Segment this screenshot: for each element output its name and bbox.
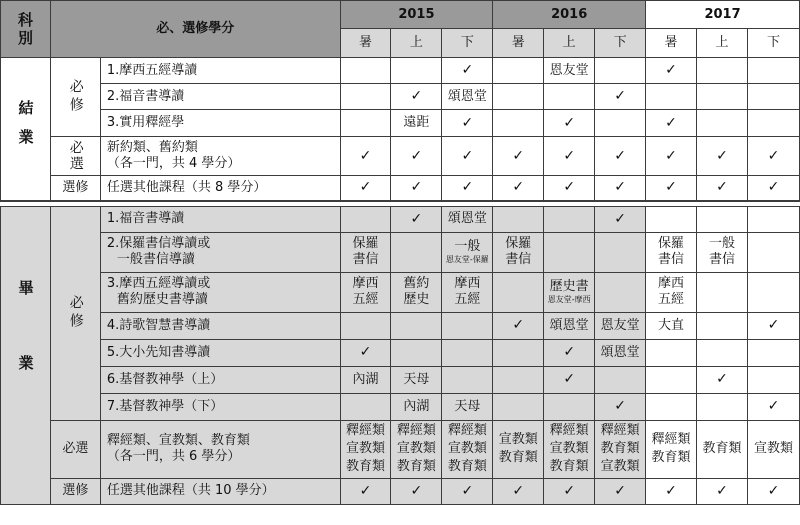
- optional-label: 選修: [50, 176, 100, 201]
- check-mark: ✓: [767, 482, 780, 499]
- cell-text: 恩友堂: [549, 62, 589, 78]
- year-header-2016: 2016: [493, 1, 646, 29]
- cell-text: 宣教類: [345, 441, 385, 456]
- schedule-cell: [696, 137, 747, 176]
- course-name-line2: 舊約歷史書導讀: [116, 292, 208, 307]
- schedule-cell: [646, 176, 697, 201]
- term-header: 下: [747, 29, 799, 58]
- course-name-line1: 2.保羅書信導讀或: [106, 236, 211, 252]
- schedule-cell: [544, 206, 595, 232]
- cell-text: 教育類: [651, 450, 691, 465]
- schedule-cell: [747, 478, 799, 504]
- category-label-bottom: 別: [17, 29, 33, 47]
- elective-required-label: [50, 137, 100, 176]
- schedule-cell: [391, 366, 442, 393]
- cell-text: 教育類: [549, 459, 589, 474]
- schedule-cell: [340, 232, 391, 272]
- term-header: 暑: [646, 29, 697, 58]
- course-name: [100, 206, 340, 232]
- cell-text: 釋經類: [600, 423, 640, 438]
- schedule-cell: [493, 110, 544, 137]
- optional-row: [1, 176, 800, 201]
- course-row: [1, 312, 800, 339]
- schedule-cell: [646, 393, 697, 420]
- check-mark: ✓: [767, 317, 780, 334]
- schedule-cell: [391, 339, 442, 366]
- schedule-cell: [544, 58, 595, 84]
- schedule-cell: [696, 366, 747, 393]
- course-row: [1, 84, 800, 110]
- schedule-cell: [544, 110, 595, 137]
- course-name-line1: 4.詩歌智慧書導讀: [106, 317, 211, 333]
- schedule-cell: [696, 272, 747, 312]
- schedule-cell: [747, 312, 799, 339]
- schedule-cell: [544, 312, 595, 339]
- check-mark: ✓: [614, 179, 626, 196]
- check-mark: ✓: [614, 210, 626, 227]
- check-mark: ✓: [410, 147, 423, 164]
- cell-text: 教育類: [702, 441, 742, 456]
- cell-text: 五經: [352, 292, 379, 307]
- elective-description: [100, 420, 340, 478]
- elective-line2: （各一門，共 6 學分）: [106, 449, 241, 464]
- schedule-cell: [595, 478, 646, 504]
- schedule-cell: [747, 272, 799, 312]
- schedule-cell: [595, 272, 646, 312]
- schedule-cell: [493, 232, 544, 272]
- check-mark: ✓: [614, 147, 626, 164]
- schedule-cell: [747, 366, 799, 393]
- schedule-cell: [696, 110, 747, 137]
- schedule-cell: [595, 206, 646, 232]
- group-label-completion: [1, 58, 51, 201]
- schedule-cell: [646, 312, 697, 339]
- schedule-cell: [595, 393, 646, 420]
- required-label-text: 必修: [67, 295, 84, 331]
- check-mark: ✓: [461, 482, 474, 499]
- schedule-cell: [646, 272, 697, 312]
- cell-text: 摩西: [352, 276, 379, 292]
- schedule-cell: [493, 272, 544, 312]
- check-mark: ✓: [461, 147, 474, 164]
- schedule-cell: [442, 272, 493, 312]
- schedule-cell: [442, 137, 493, 176]
- elective-required-label: 必選: [50, 420, 100, 478]
- schedule-cell: [696, 206, 747, 232]
- schedule-cell: [391, 176, 442, 201]
- check-mark: ✓: [767, 179, 780, 196]
- course-name-line1: 6.基督教神學（上）: [106, 371, 224, 387]
- schedule-cell: [544, 176, 595, 201]
- optional-description: 任選其他課程（共 10 學分）: [100, 478, 340, 504]
- check-mark: ✓: [716, 482, 728, 499]
- schedule-cell: [493, 339, 544, 366]
- schedule-cell: [493, 58, 544, 84]
- check-mark: ✓: [665, 62, 677, 79]
- cell-text: 宣教類: [498, 432, 538, 447]
- cell-text: 釋經類: [651, 432, 691, 447]
- schedule-cell: [442, 478, 493, 504]
- schedule-cell: [391, 84, 442, 110]
- optional-row: [1, 478, 800, 504]
- elective-row: [1, 420, 800, 478]
- cell-text: 內湖: [403, 398, 430, 414]
- schedule-cell: [544, 366, 595, 393]
- cell-text: 教育類: [396, 459, 436, 474]
- schedule-cell: [391, 206, 442, 232]
- cell-text: 保羅: [658, 236, 685, 252]
- schedule-cell: [747, 393, 799, 420]
- cell-text: 遠距: [403, 115, 430, 131]
- check-mark: ✓: [563, 482, 576, 499]
- group-label-text: 結業: [16, 99, 35, 158]
- schedule-cell: [340, 393, 391, 420]
- check-mark: ✓: [410, 179, 423, 196]
- schedule-cell: [493, 84, 544, 110]
- cell-text: 宣教類: [396, 441, 436, 456]
- course-name: [100, 312, 340, 339]
- schedule-cell: [544, 137, 595, 176]
- cell-text: 五經: [454, 292, 481, 307]
- schedule-cell: [747, 420, 799, 478]
- schedule-cell: [595, 420, 646, 478]
- schedule-cell: [544, 84, 595, 110]
- schedule-cell: [340, 366, 391, 393]
- check-mark: ✓: [410, 482, 423, 499]
- cell-text: 天母: [454, 398, 481, 414]
- schedule-cell: [646, 420, 697, 478]
- schedule-cell: [493, 176, 544, 201]
- required-label: [50, 58, 100, 137]
- check-mark: ✓: [563, 114, 576, 131]
- elective-description: [100, 137, 340, 176]
- course-name: [100, 232, 340, 272]
- schedule-cell: [747, 339, 799, 366]
- check-mark: ✓: [716, 179, 728, 196]
- course-row: [1, 272, 800, 312]
- schedule-cell: [696, 84, 747, 110]
- course-name: [100, 366, 340, 393]
- schedule-cell: [391, 110, 442, 137]
- schedule-cell: [696, 393, 747, 420]
- schedule-cell: [696, 312, 747, 339]
- cell-text: 恩友堂-保羅: [445, 255, 489, 264]
- schedule-cell: [391, 272, 442, 312]
- schedule-cell: [340, 84, 391, 110]
- check-mark: ✓: [665, 482, 677, 499]
- course-row: [1, 110, 800, 137]
- cell-text: 書信: [505, 252, 532, 267]
- check-mark: ✓: [767, 398, 780, 415]
- schedule-cell: [696, 176, 747, 201]
- check-mark: ✓: [563, 371, 576, 388]
- course-row: [1, 232, 800, 272]
- schedule-cell: [595, 232, 646, 272]
- term-header: 暑: [493, 29, 544, 58]
- cell-text: 大直: [658, 317, 685, 333]
- schedule-cell: [544, 232, 595, 272]
- term-header: 上: [391, 29, 442, 58]
- term-header: 上: [544, 29, 595, 58]
- check-mark: ✓: [563, 147, 576, 164]
- check-mark: ✓: [461, 179, 474, 196]
- schedule-cell: [340, 478, 391, 504]
- check-mark: ✓: [359, 482, 372, 499]
- group-label-text: 畢業: [16, 280, 35, 430]
- course-row: [1, 393, 800, 420]
- check-mark: ✓: [665, 114, 677, 131]
- schedule-cell: [391, 420, 442, 478]
- elective-line1: 釋經類、宣教類、教育類: [106, 433, 250, 449]
- schedule-cell: [442, 176, 493, 201]
- schedule-cell: [544, 478, 595, 504]
- schedule-cell: [696, 339, 747, 366]
- schedule-cell: [747, 110, 799, 137]
- cell-text: 釋經類: [345, 423, 385, 438]
- schedule-cell: [340, 206, 391, 232]
- schedule-cell: [442, 110, 493, 137]
- schedule-cell: [544, 420, 595, 478]
- year-header-2017: 2017: [646, 1, 800, 29]
- cell-text: 釋經類: [549, 423, 589, 438]
- schedule-cell: [340, 420, 391, 478]
- schedule-cell: [391, 232, 442, 272]
- cell-text: 書信: [352, 252, 379, 267]
- schedule-cell: [747, 176, 799, 201]
- cell-text: 頌恩堂: [447, 88, 487, 104]
- schedule-cell: [696, 232, 747, 272]
- check-mark: ✓: [512, 147, 525, 164]
- course-name: [100, 272, 340, 312]
- cell-text: 保羅: [505, 236, 532, 252]
- check-mark: ✓: [512, 482, 525, 499]
- cell-text: 宣教類: [753, 441, 793, 456]
- check-mark: ✓: [665, 147, 677, 164]
- cell-text: 書信: [708, 252, 735, 267]
- schedule-cell: [442, 312, 493, 339]
- schedule-cell: [340, 176, 391, 201]
- course-name: [100, 339, 340, 366]
- check-mark: ✓: [410, 210, 423, 227]
- term-header: 下: [595, 29, 646, 58]
- check-mark: ✓: [359, 179, 372, 196]
- schedule-cell: [696, 420, 747, 478]
- cell-text: 教育類: [498, 450, 538, 465]
- cell-text: 摩西: [454, 276, 481, 292]
- term-header: 下: [442, 29, 493, 58]
- schedule-cell: [646, 58, 697, 84]
- elective-required-text: 必選: [67, 140, 84, 172]
- cell-text: 摩西: [658, 276, 685, 292]
- schedule-cell: [544, 272, 595, 312]
- schedule-cell: [595, 366, 646, 393]
- course-name: 2.福音書導讀: [100, 84, 340, 110]
- schedule-cell: [544, 393, 595, 420]
- schedule-cell: [646, 137, 697, 176]
- cell-text: 宣教類: [447, 441, 487, 456]
- schedule-cell: [595, 110, 646, 137]
- optional-label: 選修: [50, 478, 100, 504]
- schedule-cell: [340, 137, 391, 176]
- schedule-cell: [442, 420, 493, 478]
- term-header: 暑: [340, 29, 391, 58]
- check-mark: ✓: [461, 62, 474, 79]
- cell-text: 一般: [708, 236, 735, 252]
- schedule-cell: [493, 420, 544, 478]
- schedule-cell: [747, 137, 799, 176]
- schedule-cell: [493, 393, 544, 420]
- schedule-cell: [391, 312, 442, 339]
- cell-text: 頌恩堂: [600, 344, 640, 360]
- schedule-cell: [493, 312, 544, 339]
- required-label: [50, 206, 100, 420]
- schedule-cell: [544, 339, 595, 366]
- cell-text: 書信: [658, 252, 685, 267]
- schedule-cell: [646, 206, 697, 232]
- course-name-line2: 一般書信導讀: [116, 252, 195, 267]
- check-mark: ✓: [563, 344, 576, 361]
- check-mark: ✓: [512, 317, 525, 334]
- course-name-line1: 3.摩西五經導讀或: [106, 276, 211, 292]
- schedule-cell: [646, 478, 697, 504]
- cell-text: 宣教類: [600, 459, 640, 474]
- schedule-cell: [442, 393, 493, 420]
- schedule-cell: [391, 137, 442, 176]
- elective-line2: （各一門，共 4 學分）: [106, 156, 241, 171]
- elective-line1: 新約類、舊約類: [106, 140, 198, 156]
- cell-text: 教育類: [600, 441, 640, 456]
- course-name-line1: 5.大小先知書導讀: [106, 344, 211, 360]
- schedule-cell: [442, 84, 493, 110]
- schedule-cell: [595, 312, 646, 339]
- credits-header: 必、選修學分: [50, 1, 340, 58]
- cell-text: 釋經類: [396, 423, 436, 438]
- group-label-graduation: [1, 206, 51, 504]
- schedule-cell: [391, 58, 442, 84]
- course-name: 3.實用釋經學: [100, 110, 340, 137]
- course-name-line1: 7.基督教神學（下）: [106, 398, 224, 414]
- course-name: 1.摩西五經導讀: [100, 58, 340, 84]
- schedule-cell: [340, 58, 391, 84]
- course-row: [1, 339, 800, 366]
- check-mark: ✓: [359, 344, 372, 361]
- check-mark: ✓: [614, 88, 626, 105]
- course-row: [1, 58, 800, 84]
- cell-text: 宣教類: [549, 441, 589, 456]
- course-name-line1: 1.福音書導讀: [106, 211, 185, 227]
- cell-text: 舊約: [403, 276, 430, 292]
- schedule-cell: [696, 478, 747, 504]
- schedule-cell: [442, 366, 493, 393]
- cell-text: 保羅: [352, 236, 379, 252]
- schedule-cell: [646, 232, 697, 272]
- schedule-cell: [442, 339, 493, 366]
- check-mark: ✓: [716, 371, 728, 388]
- schedule-cell: [493, 206, 544, 232]
- check-mark: ✓: [359, 147, 372, 164]
- required-label-text: 必修: [67, 79, 84, 115]
- category-header: [1, 1, 51, 58]
- cell-text: 教育類: [447, 459, 487, 474]
- schedule-cell: [595, 84, 646, 110]
- schedule-cell: [340, 312, 391, 339]
- check-mark: ✓: [614, 482, 626, 499]
- schedule-cell: [442, 232, 493, 272]
- schedule-cell: [493, 366, 544, 393]
- check-mark: ✓: [665, 179, 677, 196]
- cell-text: 頌恩堂: [447, 211, 487, 227]
- check-mark: ✓: [410, 88, 423, 105]
- cell-text: 頌恩堂: [549, 317, 589, 333]
- course-row: [1, 366, 800, 393]
- schedule-cell: [595, 339, 646, 366]
- elective-row: [1, 137, 800, 176]
- schedule-cell: [340, 110, 391, 137]
- cell-text: 歷史書: [549, 279, 589, 295]
- cell-text: 恩友堂-摩西: [547, 295, 591, 304]
- category-label-top: 科: [17, 11, 33, 29]
- course-name: [100, 393, 340, 420]
- schedule-cell: [747, 84, 799, 110]
- cell-text: 歷史: [403, 292, 430, 307]
- schedule-cell: [646, 366, 697, 393]
- check-mark: ✓: [767, 147, 780, 164]
- cell-text: 教育類: [345, 459, 385, 474]
- check-mark: ✓: [512, 179, 525, 196]
- cell-text: 釋經類: [447, 423, 487, 438]
- cell-text: 天母: [403, 371, 430, 387]
- schedule-cell: [442, 58, 493, 84]
- term-header: 上: [696, 29, 747, 58]
- check-mark: ✓: [461, 114, 474, 131]
- schedule-cell: [696, 58, 747, 84]
- cell-text: 一般: [454, 239, 481, 255]
- schedule-cell: [595, 176, 646, 201]
- cell-text: 恩友堂: [600, 317, 640, 333]
- check-mark: ✓: [614, 398, 626, 415]
- schedule-cell: [595, 58, 646, 84]
- cell-text: 五經: [658, 292, 685, 307]
- course-row: [1, 206, 800, 232]
- schedule-cell: [747, 58, 799, 84]
- schedule-cell: [646, 110, 697, 137]
- schedule-cell: [595, 137, 646, 176]
- schedule-cell: [747, 206, 799, 232]
- schedule-cell: [493, 137, 544, 176]
- year-header-2015: 2015: [340, 1, 493, 29]
- schedule-cell: [391, 478, 442, 504]
- schedule-cell: [340, 339, 391, 366]
- schedule-cell: [646, 339, 697, 366]
- schedule-cell: [340, 272, 391, 312]
- check-mark: ✓: [563, 179, 576, 196]
- check-mark: ✓: [716, 147, 728, 164]
- schedule-cell: [442, 206, 493, 232]
- schedule-cell: [747, 232, 799, 272]
- schedule-cell: [493, 478, 544, 504]
- schedule-cell: [646, 84, 697, 110]
- cell-text: 內湖: [352, 371, 379, 387]
- optional-description: 任選其他課程（共 8 學分）: [100, 176, 340, 201]
- schedule-cell: [391, 393, 442, 420]
